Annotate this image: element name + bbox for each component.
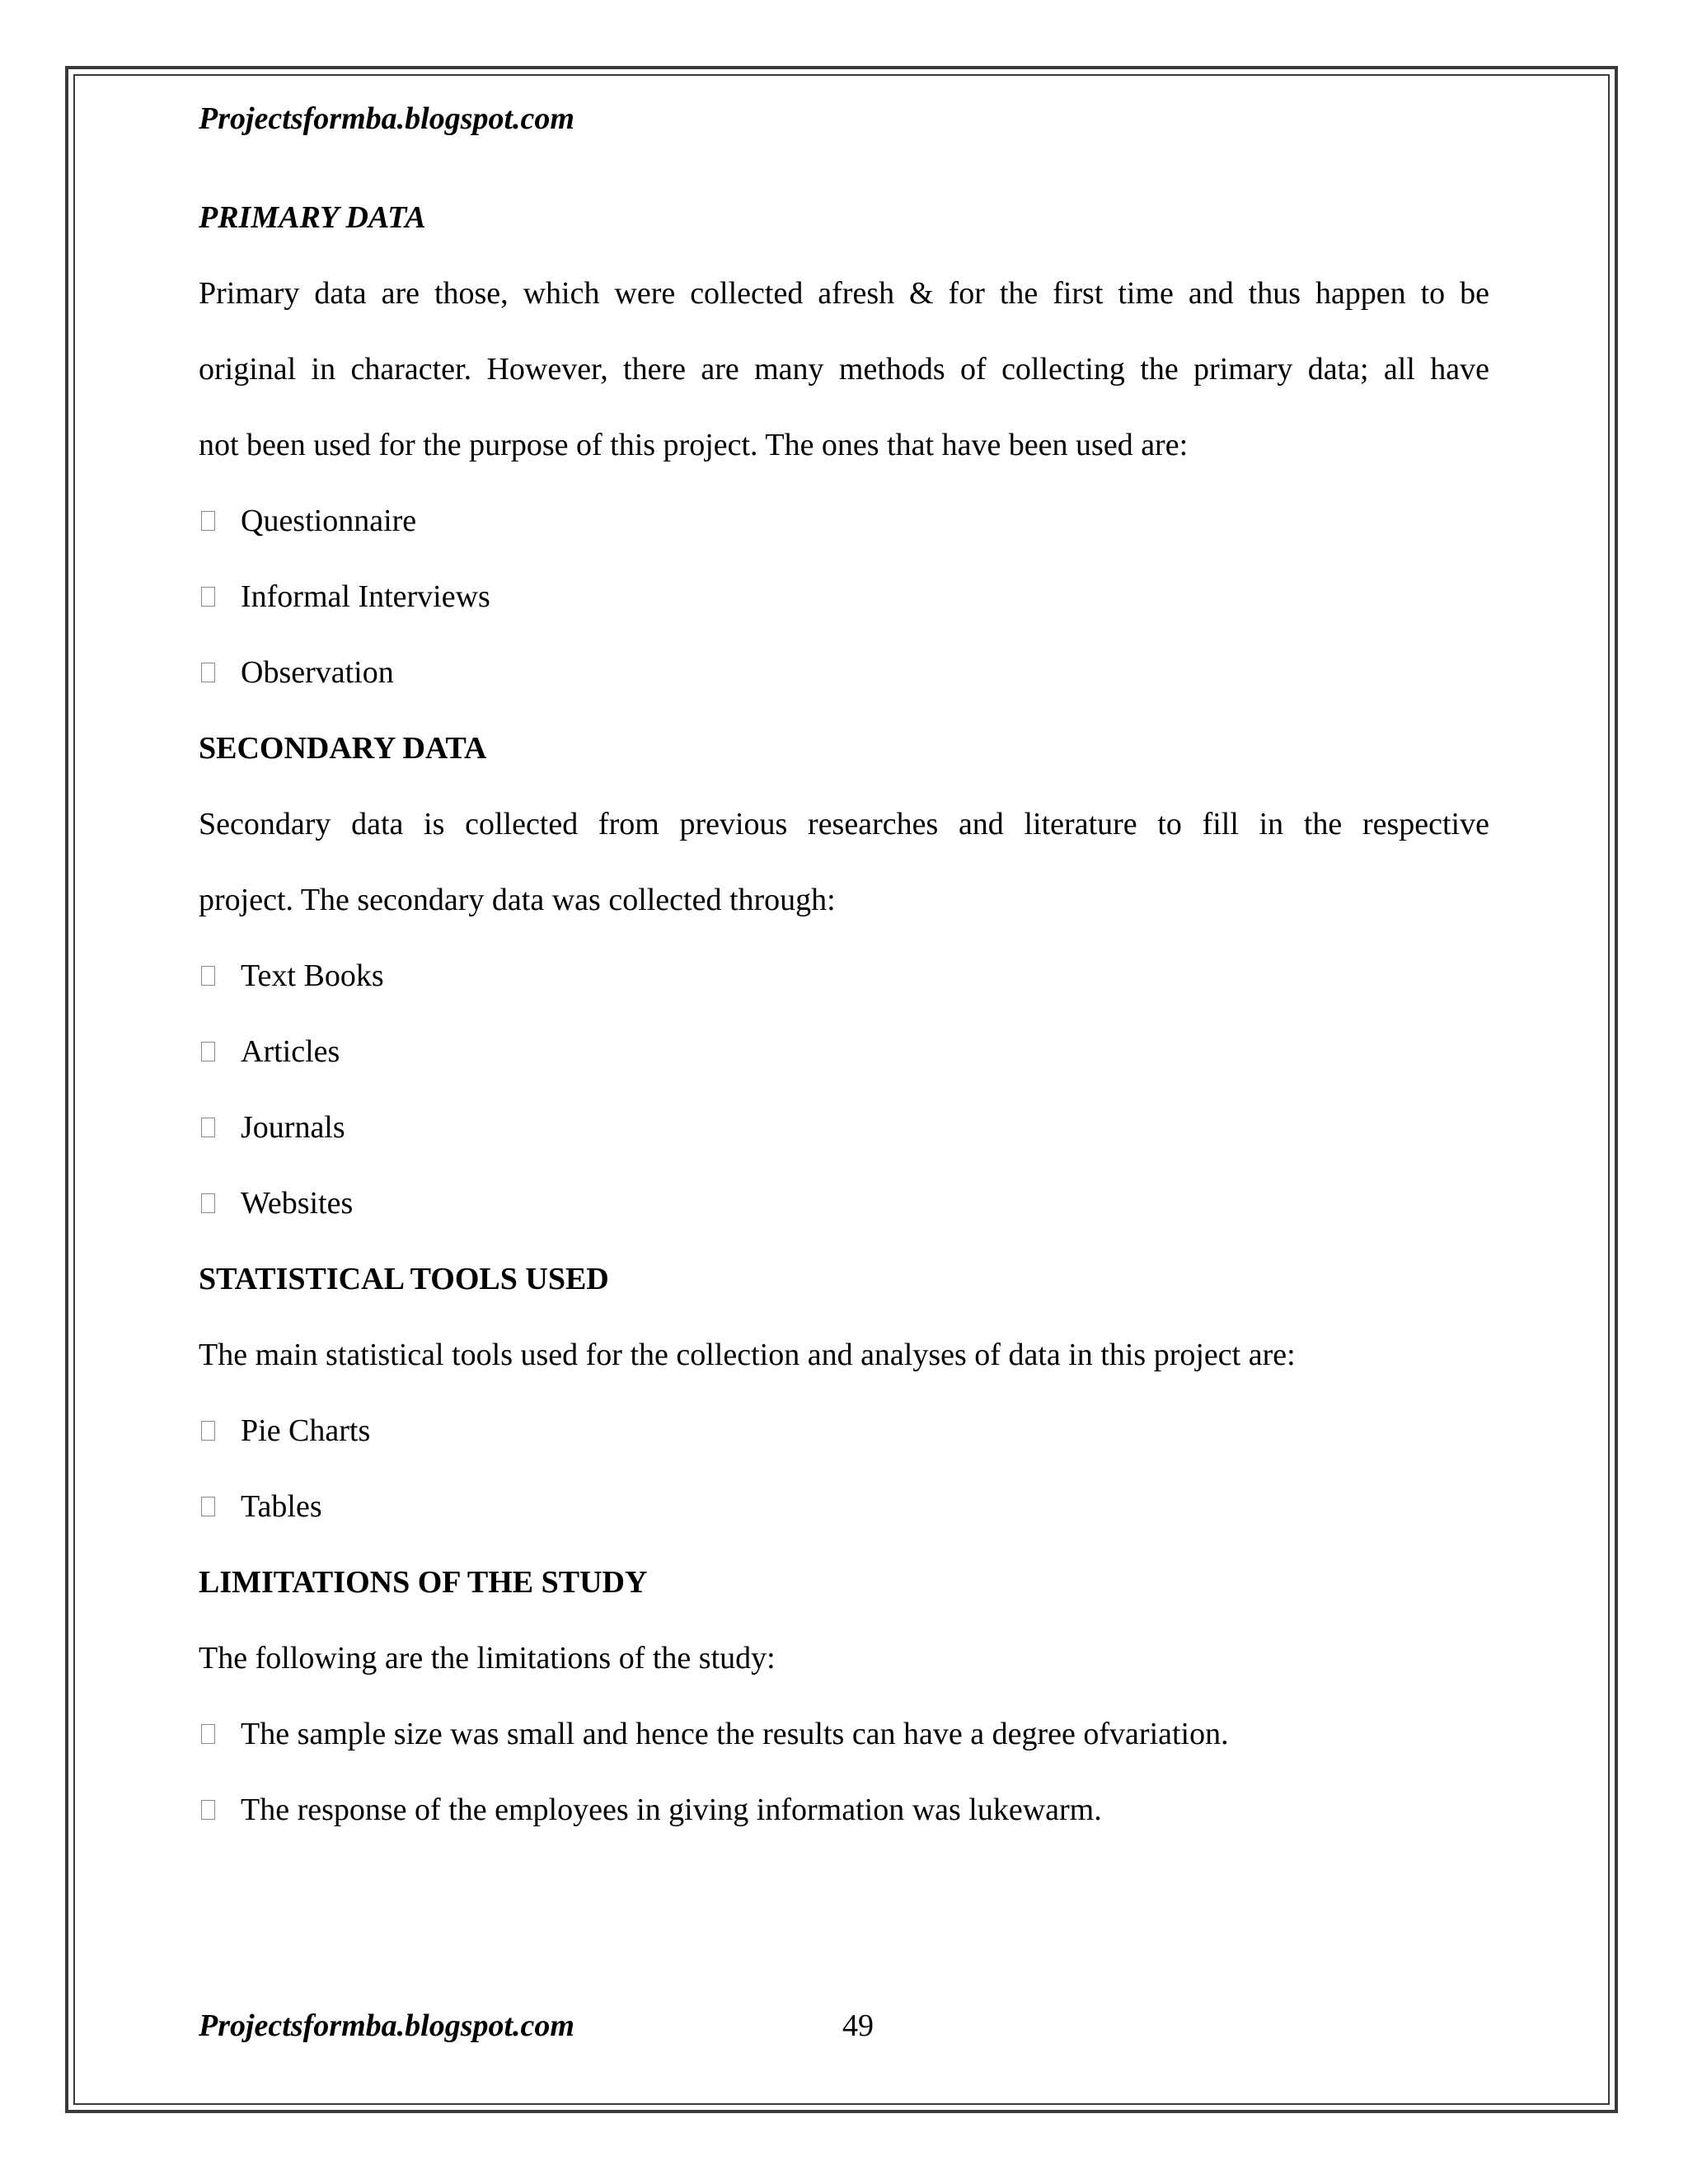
list-item-text: Questionnaire xyxy=(241,504,417,538)
page-number: 49 xyxy=(842,2008,874,2043)
bullet-icon xyxy=(201,511,215,531)
limitations-heading: LIMITATIONS OF THE STUDY xyxy=(199,1565,648,1600)
bullet-icon xyxy=(201,1118,215,1137)
list-item-text: The sample size was small and hence the results can have a degree ofvariation. xyxy=(241,1717,1229,1751)
list-item xyxy=(199,958,384,994)
primary-data-heading: PRIMARY DATA xyxy=(199,200,426,235)
list-item xyxy=(199,579,490,615)
list-item-text: Articles xyxy=(241,1034,340,1069)
header-site-name: Projectsformba.blogspot.com xyxy=(199,101,574,136)
list-item xyxy=(199,654,394,691)
list-item xyxy=(199,503,416,539)
list-item-text: Pie Charts xyxy=(241,1413,371,1448)
statistical-tools-line-1: The main statistical tools used for the collection and analyses of data in this project are: xyxy=(199,1338,1296,1372)
list-item-text: Text Books xyxy=(241,958,384,993)
secondary-data-line-2: project. The secondary data was collected through: xyxy=(199,883,836,917)
list-item-text: Observation xyxy=(241,655,394,690)
list-item-text: Informal Interviews xyxy=(241,579,490,614)
footer-site-name: Projectsformba.blogspot.com xyxy=(199,2008,574,2043)
bullet-icon xyxy=(201,1497,215,1516)
primary-data-line-3: not been used for the purpose of this project. The ones that have been used are: xyxy=(199,428,1189,462)
list-item xyxy=(199,1109,345,1146)
bullet-icon xyxy=(201,663,215,682)
primary-data-line-1: Primary data are those, which were collected afresh & for the first time and thus happen to be xyxy=(199,276,1489,311)
list-item xyxy=(199,1185,353,1221)
bullet-icon xyxy=(201,1042,215,1062)
bullet-icon xyxy=(201,966,215,986)
limitations-line-1: The following are the limitations of the study: xyxy=(199,1641,776,1675)
primary-data-line-2: original in character. However, there are many methods of collecting the primary data; all have xyxy=(199,352,1489,387)
list-item-text: The response of the employees in giving information was lukewarm. xyxy=(241,1793,1102,1827)
list-item xyxy=(199,1413,370,1449)
list-item xyxy=(199,1792,1102,1828)
bullet-icon xyxy=(201,1724,215,1744)
list-item-text: Websites xyxy=(241,1186,354,1221)
list-item-text: Tables xyxy=(241,1489,322,1524)
bullet-icon xyxy=(201,587,215,607)
list-item-text: Journals xyxy=(241,1110,345,1145)
bullet-icon xyxy=(201,1193,215,1213)
list-item xyxy=(199,1488,322,1525)
secondary-data-heading: SECONDARY DATA xyxy=(199,731,487,766)
list-item xyxy=(199,1716,1229,1752)
bullet-icon xyxy=(201,1800,215,1820)
bullet-icon xyxy=(201,1421,215,1441)
statistical-tools-heading: STATISTICAL TOOLS USED xyxy=(199,1262,609,1296)
list-item xyxy=(199,1033,340,1070)
secondary-data-line-1: Secondary data is collected from previous researches and literature to fill in the respective xyxy=(199,807,1489,841)
